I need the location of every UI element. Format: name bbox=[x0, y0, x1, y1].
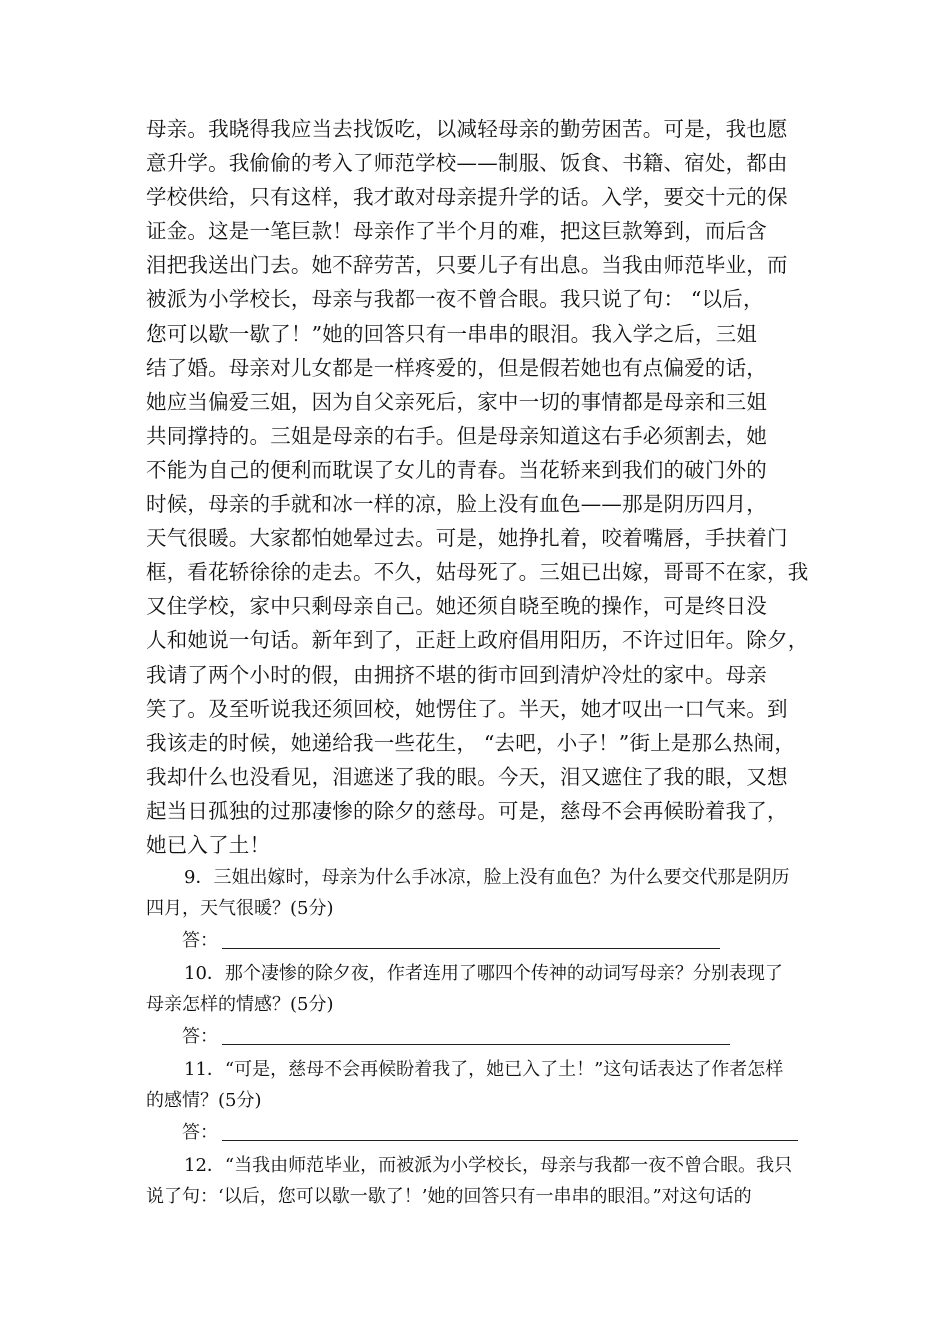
answer-row bbox=[146, 1020, 818, 1054]
answer-label: 答： bbox=[182, 930, 218, 952]
question-line: 的感情？(5分) bbox=[146, 1090, 262, 1112]
passage-line: 母亲。我晓得我应当去找饭吃，以减轻母亲的勤劳困苦。可是，我也愿 bbox=[146, 117, 788, 141]
passage-line: 您可以歇一歇了！”她的回答只有一串串的眼泪。我入学之后，三姐 bbox=[146, 321, 757, 346]
question-line: 母亲怎样的情感？(5分) bbox=[146, 994, 334, 1016]
answer-blank[interactable] bbox=[222, 1140, 798, 1141]
question-line: 11．“可是，慈母不会再候盼着我了，她已入了土！”这句话表达了作者怎样 bbox=[184, 1059, 784, 1081]
answer-row bbox=[146, 1116, 818, 1150]
question-10 bbox=[146, 958, 818, 1054]
document-content bbox=[146, 112, 818, 1212]
passage-line: 泪把我送出门去。她不辞劳苦，只要儿子有出息。当我由师范毕业，而 bbox=[146, 253, 788, 278]
passage-line: 被派为小学校长，母亲与我都一夜不曾合眼。我只说了句： “以后， bbox=[146, 287, 764, 312]
passage-line: 共同撑持的。三姐是母亲的右手。但是母亲知道这右手必须割去，她 bbox=[146, 423, 767, 448]
question-9 bbox=[146, 862, 818, 958]
answer-label: 答： bbox=[182, 1026, 218, 1048]
question-line: 说了句：‘以后，您可以歇一歇了！’她的回答只有一串串的眼泪。”对这句话的 bbox=[146, 1186, 752, 1208]
passage-line: 我却什么也没看见，泪遮迷了我的眼。今天，泪又遮住了我的眼，又想 bbox=[146, 764, 788, 789]
passage-line: 又住学校，家中只剩母亲自己。她还须自晓至晚的操作，可是终日没 bbox=[146, 594, 767, 619]
passage-line: 学校供给，只有这样，我才敢对母亲提升学的话。入学，要交十元的保 bbox=[146, 185, 788, 210]
passage-line: 意升学。我偷偷的考入了师范学校——制服、饭食、书籍、宿处，都由 bbox=[146, 151, 788, 176]
passage bbox=[146, 112, 818, 862]
question-line: 10．那个凄惨的除夕夜，作者连用了哪四个传神的动词写母亲？分别表现了 bbox=[184, 963, 783, 985]
passage-line: 我该走的时候，她递给我一些花生， “去吧，小子！”街上是那么热闹， bbox=[146, 730, 796, 755]
passage-line: 时候，母亲的手就和冰一样的凉，脸上没有血色——那是阴历四月， bbox=[146, 492, 767, 517]
answer-row bbox=[146, 924, 818, 958]
passage-line: 起当日孤独的过那凄惨的除夕的慈母。可是，慈母不会再候盼着我了， bbox=[146, 798, 788, 823]
passage-line: 结了婚。母亲对儿女都是一样疼爱的，但是假若她也有点偏爱的话， bbox=[146, 355, 767, 380]
question-line: 四月，天气很暖？(5分) bbox=[146, 898, 334, 920]
passage-line: 她应当偏爱三姐，因为自父亲死后，家中一切的事情都是母亲和三姐 bbox=[146, 389, 767, 414]
question-line: 9．三姐出嫁时，母亲为什么手冰凉，脸上没有血色？为什么要交代那是阴历 bbox=[184, 867, 790, 889]
answer-blank[interactable] bbox=[222, 1044, 730, 1045]
question-11 bbox=[146, 1054, 818, 1150]
answer-blank[interactable] bbox=[222, 948, 720, 949]
passage-line: 她已入了土！ bbox=[146, 832, 271, 857]
answer-label: 答： bbox=[182, 1122, 218, 1144]
passage-line: 我请了两个小时的假，由拥挤不堪的街市回到清炉冷灶的家中。母亲 bbox=[146, 662, 767, 687]
passage-line: 证金。这是一笔巨款！母亲作了半个月的难，把这巨款筹到，而后含 bbox=[146, 219, 767, 244]
passage-line: 笑了。及至听说我还须回校，她愣住了。半天，她才叹出一口气来。到 bbox=[146, 696, 788, 721]
question-12 bbox=[146, 1150, 818, 1212]
passage-line: 天气很暖。大家都怕她晕过去。可是，她挣扎着，咬着嘴唇，手扶着门 bbox=[146, 526, 788, 551]
passage-line: 人和她说一句话。新年到了，正赶上政府倡用阳历，不许过旧年。除夕， bbox=[146, 628, 809, 653]
passage-line: 不能为自己的便利而耽误了女儿的青春。当花轿来到我们的破门外的 bbox=[146, 457, 767, 482]
passage-line: 框，看花轿徐徐的走去。不久，姑母死了。三姐已出嫁，哥哥不在家，我 bbox=[146, 560, 809, 585]
question-line: 12．“当我由师范毕业，而被派为小学校长，母亲与我都一夜不曾合眼。我只 bbox=[184, 1155, 793, 1177]
